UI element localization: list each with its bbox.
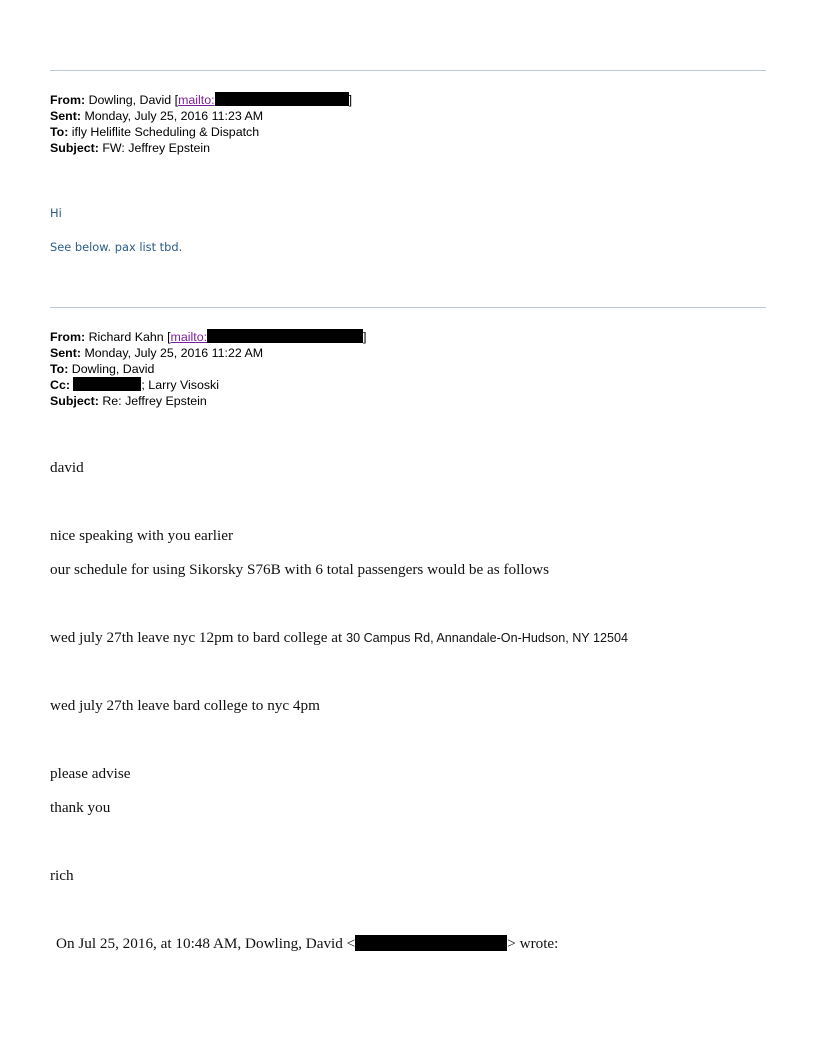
subject-text: Re: Jeffrey Epstein (102, 394, 207, 408)
email1-sent-line (50, 108, 263, 124)
email2-line-1: nice speaking with you earlier (50, 527, 234, 544)
sent-label: Sent: (50, 346, 81, 360)
close-bracket: ] (348, 93, 353, 107)
from-label: From: (50, 330, 86, 344)
email1-body-greeting: Hi (50, 206, 62, 220)
redacted-email (355, 935, 507, 951)
redacted-email (215, 92, 349, 106)
quote-start: On Jul 25, 2016, at 10:48 AM, Dowling, David < (56, 935, 356, 952)
sent-date: Monday, July 25, 2016 11:22 AM (84, 346, 264, 360)
email2-sent-line (50, 345, 263, 361)
sent-date: Monday, July 25, 2016 11:23 AM (84, 109, 264, 123)
email2-line-5: please advise (50, 765, 131, 782)
email1-to-line (50, 124, 259, 140)
redacted-email (207, 329, 363, 343)
email1-from-line (50, 92, 352, 108)
email2-line-3 (50, 629, 628, 647)
email2-line-4: wed july 27th leave bard college to nyc 4pm (50, 697, 320, 714)
quote-end: > wrote: (507, 935, 559, 952)
mailto-link[interactable]: mailto: (170, 330, 208, 344)
to-label: To: (50, 362, 69, 376)
from-label: From: (50, 93, 86, 107)
from-name: Richard Kahn [ (88, 330, 171, 344)
email1-subject-line (50, 140, 210, 156)
email2-line-2: our schedule for using Sikorsky S76B with 6 total passengers would be as follows (50, 561, 550, 578)
to-recipient: Dowling, David (71, 362, 155, 376)
line-3-text: wed july 27th leave nyc 12pm to bard college at (50, 629, 347, 646)
cc-label: Cc: (50, 378, 70, 392)
sent-label: Sent: (50, 109, 81, 123)
subject-text: FW: Jeffrey Epstein (102, 141, 210, 155)
from-name: Dowling, David [ (88, 93, 179, 107)
close-bracket: ] (363, 330, 367, 344)
email2-to-line (50, 361, 154, 377)
email2-subject-line (50, 393, 207, 409)
email2-greeting: david (50, 459, 84, 476)
address-text: 30 Campus Rd, Annandale-On-Hudson, NY 12504 (346, 631, 628, 645)
email2-from-line (50, 329, 366, 345)
to-recipient: ifly Heliflite Scheduling & Dispatch (71, 125, 260, 139)
separator-line (50, 307, 766, 308)
redacted-cc (73, 377, 141, 391)
mailto-link[interactable]: mailto: (178, 93, 215, 107)
subject-label: Subject: (50, 394, 99, 408)
cc-recipient: ; Larry Visoski (141, 378, 220, 392)
email2-line-6: thank you (50, 799, 111, 816)
email1-body-text: See below. pax list tbd. (50, 240, 183, 254)
separator-line (50, 70, 766, 71)
subject-label: Subject: (50, 141, 99, 155)
email2-cc-line (50, 377, 219, 393)
email2-quote-line (56, 935, 558, 953)
to-label: To: (50, 125, 69, 139)
email2-signature: rich (50, 867, 74, 884)
